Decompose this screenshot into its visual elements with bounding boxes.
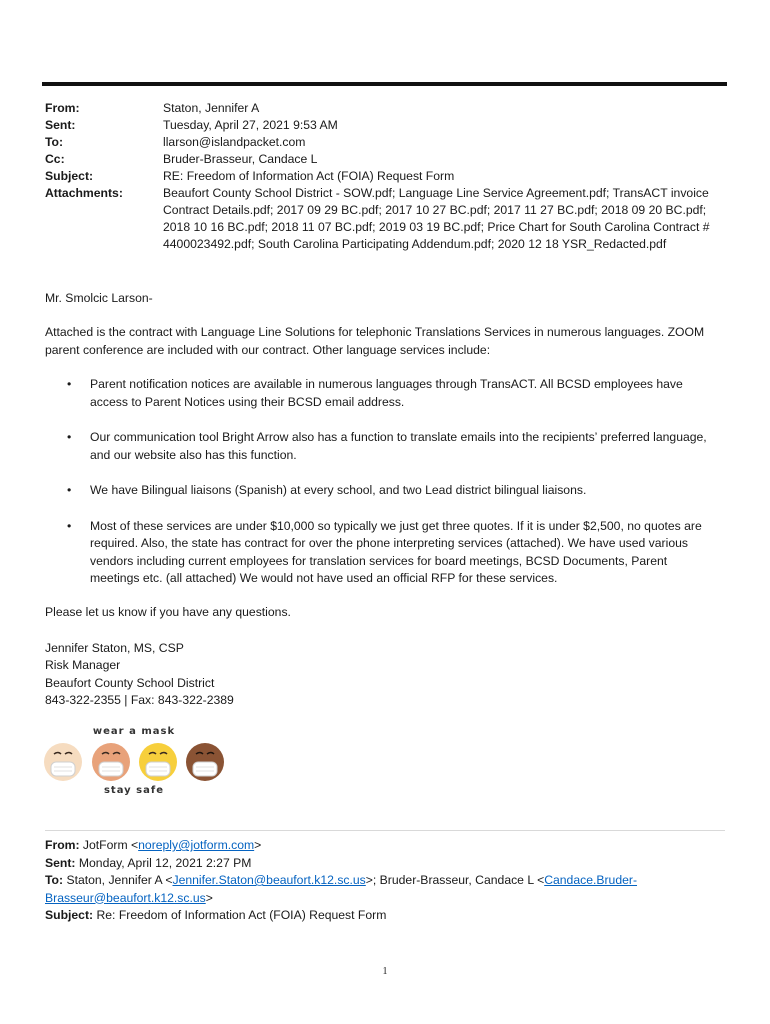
wear-a-mask-graphic — [42, 724, 227, 796]
fwd-from-name: JotForm — [82, 838, 128, 852]
attachments-row — [45, 185, 725, 253]
forwarded-header — [45, 837, 725, 925]
signature-block — [45, 640, 234, 709]
sent-row — [45, 117, 725, 134]
fwd-subject-row — [45, 907, 725, 925]
header-rule — [42, 82, 727, 86]
mask-top-text: wear a mask — [92, 726, 176, 737]
sent-value: Tuesday, April 27, 2021 9:53 AM — [163, 118, 338, 132]
subject-row — [45, 168, 725, 185]
bullet-icon: • — [67, 483, 72, 497]
forward-divider — [45, 830, 725, 831]
list-item-text: Parent notification notices are available in numerous languages through TransACT. All BCSD employees have access to Parent Notices using their BCSD email address. — [90, 377, 683, 409]
cc-row — [45, 151, 725, 168]
list-item-text: Our communication tool Bright Arrow also has a function to translate emails into the recipients’ preferred language, and our website also has this function. — [90, 430, 707, 462]
bullet-icon: • — [67, 518, 72, 533]
signature-org: Beaufort County School District — [45, 675, 215, 690]
list-item-text: Most of these services are under $10,000 so typically we just get three quotes. If it is under $2,500, no quotes are required. Also, the state has contract for over the phone interpreting services (attached). We have used various vendors including current employees for translation services for board meetings, BCSD Documents, Parent meetings etc. (all attached) We would not have used an official RFP for these services. — [90, 518, 702, 585]
list-item — [45, 376, 715, 411]
face-icon — [92, 743, 130, 781]
fwd-to-name-1: Staton, Jennifer A — [66, 873, 162, 887]
mask-bottom-text: stay safe — [103, 785, 165, 796]
from-row — [45, 100, 725, 117]
bullet-icon: • — [67, 377, 72, 391]
fwd-to-email-link-1[interactable]: Jennifer.Staton@beaufort.k12.sc.us — [172, 873, 366, 887]
fwd-to-row: To: Staton, Jennifer A <Jennifer.Staton@beaufort.k12.sc.us>; Bruder-Brasseur, Candace L <Candace.Bruder-Brasseur@beaufort.k12.sc.us> — [45, 873, 638, 905]
fwd-from-row: From: JotForm <noreply@jotform.com> — [45, 838, 262, 852]
signature-title: Risk Manager — [45, 658, 121, 673]
list-item — [45, 518, 715, 588]
from-label: From: — [45, 101, 80, 115]
sent-label: Sent: — [45, 118, 76, 132]
from-value: Staton, Jennifer A — [163, 101, 260, 115]
fwd-subject-value: Re: Freedom of Information Act (FOIA) Request Form — [96, 908, 387, 922]
cc-value: Bruder-Brasseur, Candace L — [163, 152, 318, 166]
fwd-to-name-2: Bruder-Brasseur, Candace L — [379, 873, 534, 887]
fwd-from-email-link[interactable]: noreply@jotform.com — [138, 838, 255, 852]
to-label: To: — [45, 135, 64, 149]
attachments-label: Attachments: — [45, 186, 123, 200]
fwd-to-email-link-2[interactable]: Candace.Bruder-Brasseur@beaufort.k12.sc.us — [45, 873, 638, 905]
face-icon — [44, 743, 82, 781]
attachments-value: Beaufort County School District - SOW.pdf; Language Line Service Agreement.pdf; TransACT invoice Contract Details.pdf; 2017 09 29 BC.pdf; 2017 10 27 BC.pdf; 2017 11 27 BC.pdf; 2018 09 20 BC.pdf; 2018 10 16 BC.pdf; 2018 11 07 BC.pdf; 2019 03 19 BC.pdf; Price Chart for South Carolina Contract # 4400023492.pdf; South Carolina Participating Addendum.pdf; 2020 12 18 YSR_Redacted.pdf — [163, 186, 710, 251]
fwd-sent-row — [45, 855, 725, 873]
fwd-subject-label: Subject: — [45, 908, 94, 922]
cc-label: Cc: — [45, 152, 65, 166]
list-item-text: We have Bilingual liaisons (Spanish) at every school, and two Lead district bilingual liaisons. — [90, 483, 587, 497]
subject-value: RE: Freedom of Information Act (FOIA) Request Form — [163, 169, 455, 183]
fwd-to-label: To: — [45, 873, 64, 887]
signature-name: Jennifer Staton, MS, CSP — [45, 641, 184, 655]
page-number: 1 — [382, 966, 388, 977]
subject-label: Subject: — [45, 169, 94, 183]
intro-paragraph: Attached is the contract with Language Line Solutions for telephonic Translations Services in numerous languages. ZOOM parent conference are included with our contract. Other language services include: — [45, 325, 705, 357]
signature-phone: 843-322-2355 | Fax: 843-322-2389 — [45, 692, 234, 707]
fwd-sent-label: Sent: — [45, 855, 76, 870]
to-row — [45, 134, 725, 151]
closing-line: Please let us know if you have any questions. — [45, 605, 291, 619]
face-icon — [186, 743, 224, 781]
list-item — [45, 429, 715, 464]
face-icon — [139, 743, 177, 781]
email-header — [45, 100, 725, 253]
fwd-from-label: From: — [45, 838, 80, 852]
bullet-icon: • — [67, 430, 72, 444]
list-item — [45, 482, 715, 500]
to-value: llarson@islandpacket.com — [163, 135, 306, 149]
services-list — [45, 376, 715, 606]
fwd-sent-value: Monday, April 12, 2021 2:27 PM — [78, 855, 252, 870]
greeting: Mr. Smolcic Larson- — [45, 291, 153, 305]
